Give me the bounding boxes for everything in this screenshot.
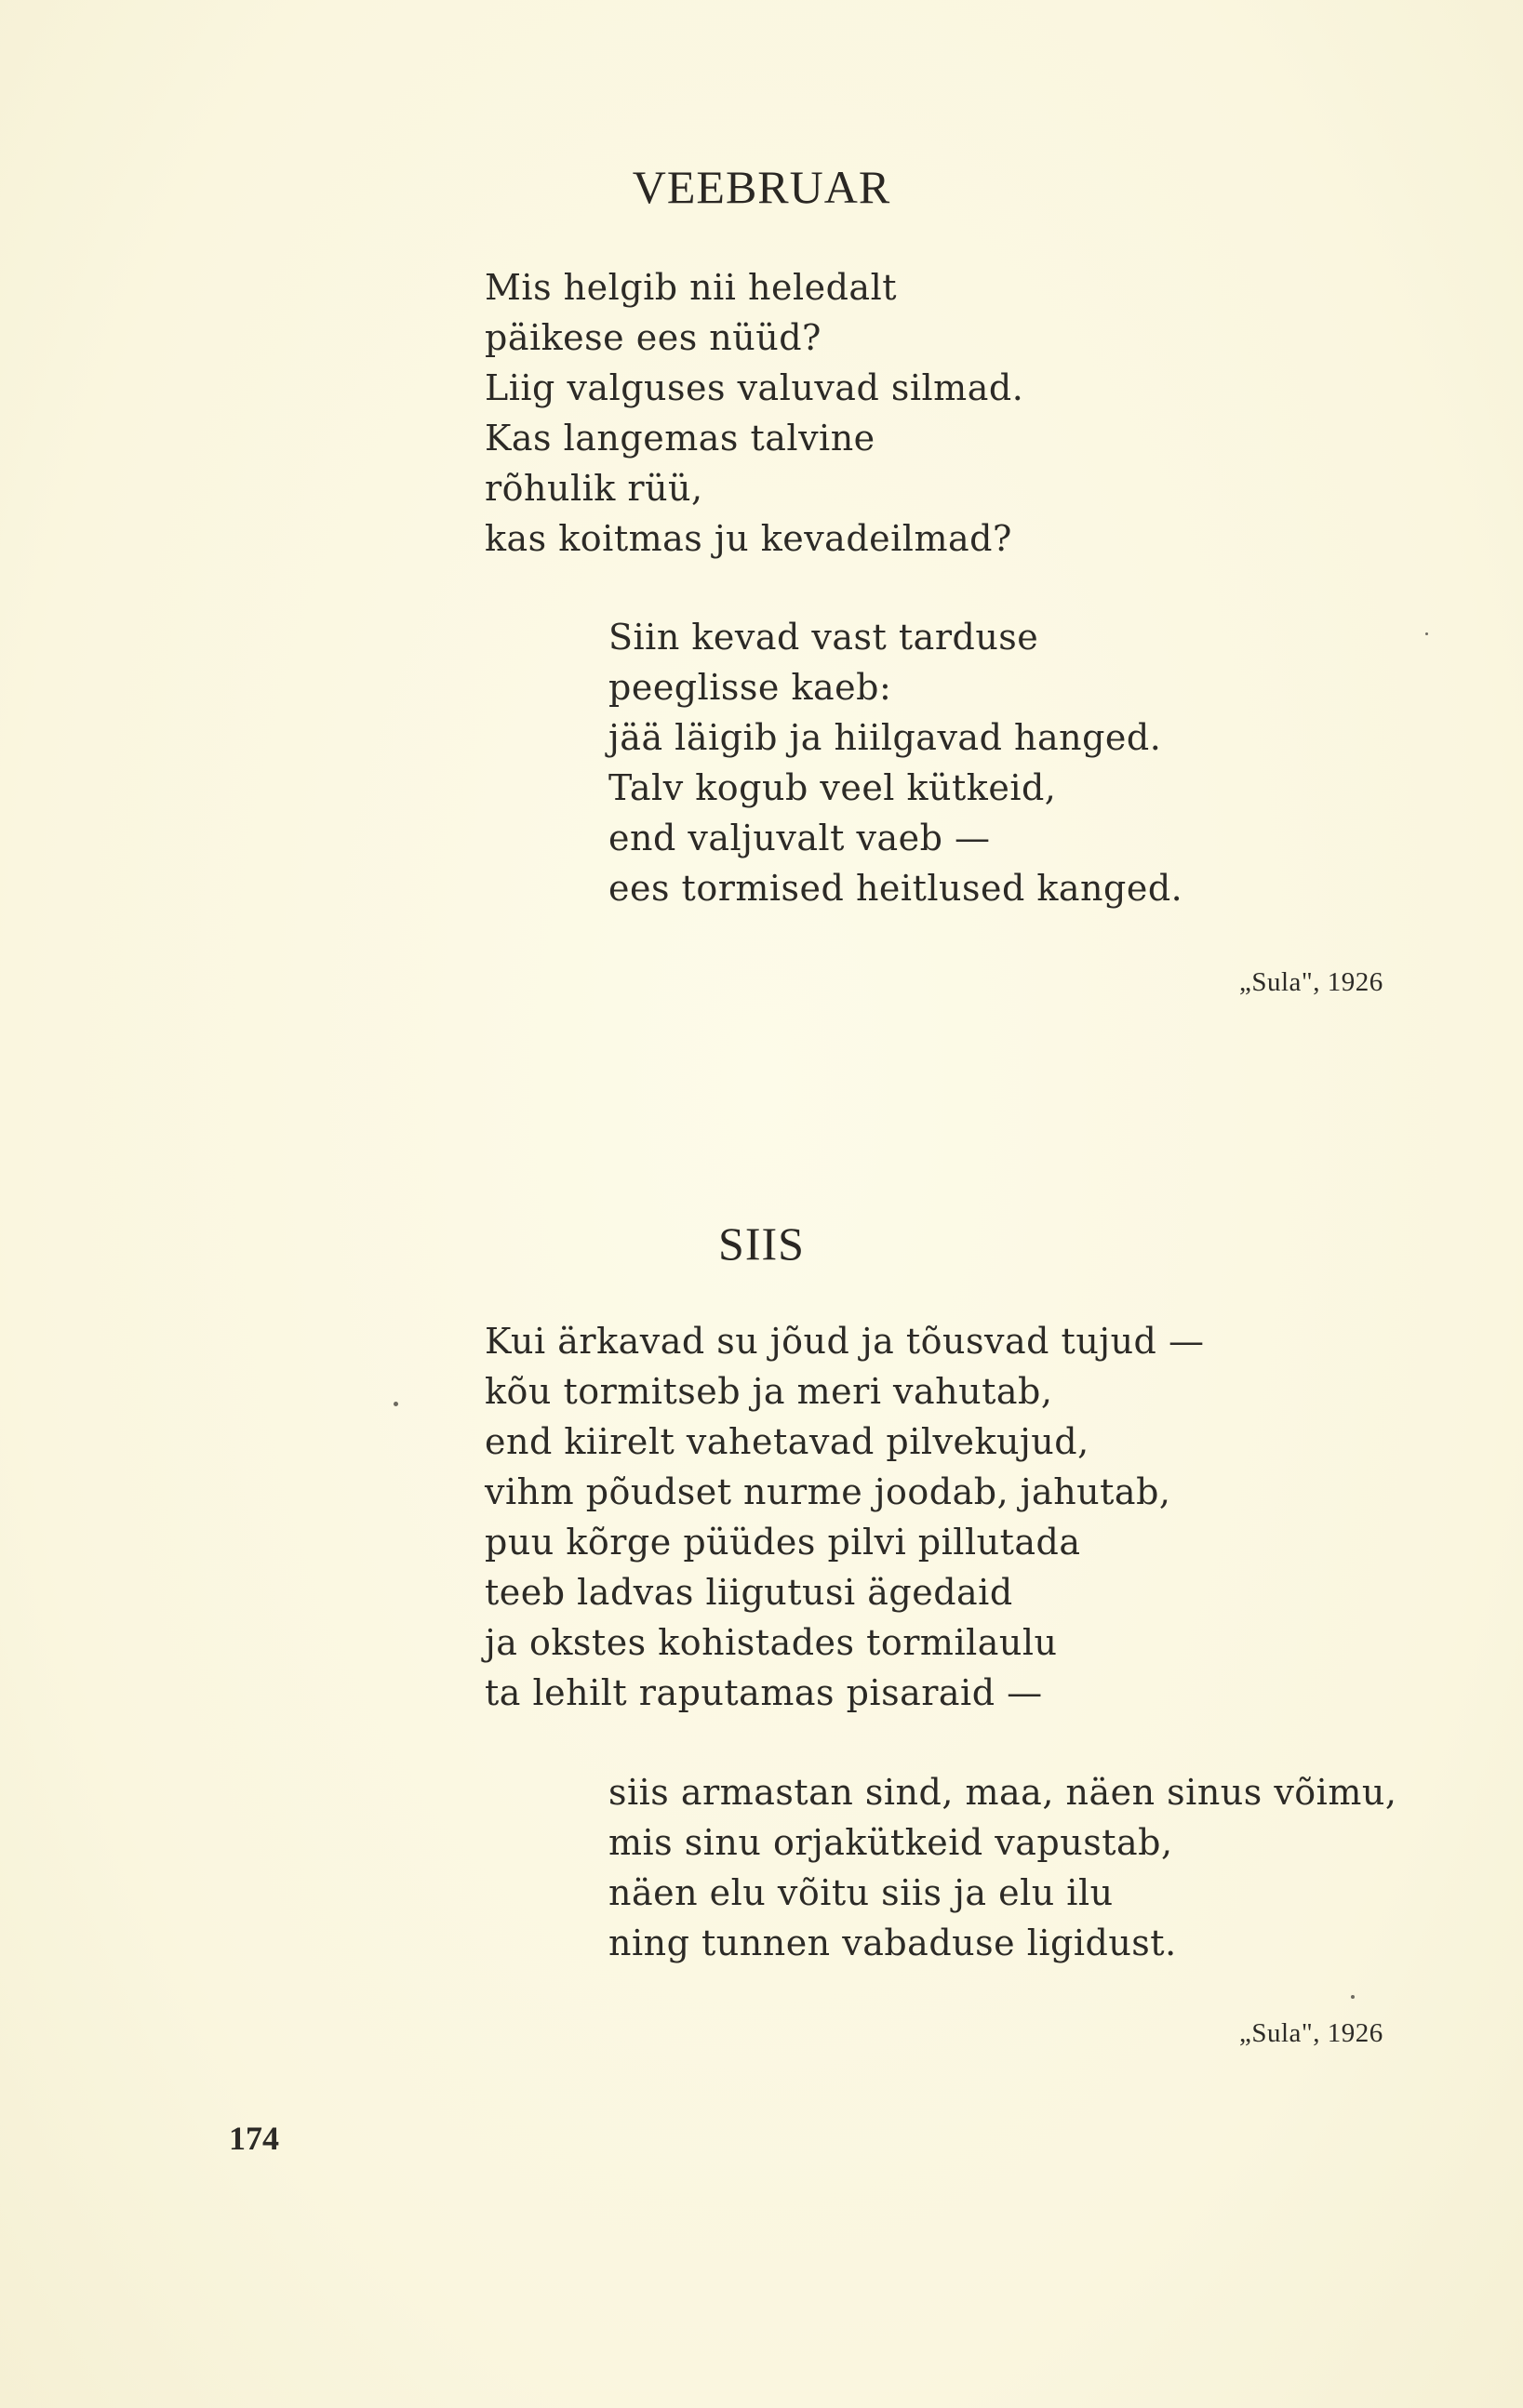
ink-speck [394,1402,398,1406]
poem-line: ning tunnen vabaduse ligidust. [608,1922,1177,1963]
poem-line: jää läigib ja hiilgavad hanged. [608,717,1162,758]
poem-line: ja okstes kohistades tormilaulu [485,1622,1058,1663]
siis-stanza-1 [485,1316,1204,1718]
poem-line: rõhulik rüü, [485,468,703,509]
poem-line: vihm põudset nurme joodab, jahutab, [485,1471,1171,1512]
poem-line: Kui ärkavad su jõud ja tõusvad tujud — [485,1321,1205,1362]
poem-line: Liig valguses valuvad silmad. [485,367,1024,408]
poem-line: Siin kevad vast tarduse [608,617,1039,658]
poem-line: ta lehilt raputamas pisaraid — [485,1672,1043,1713]
poem-line: kas koitmas ju kevadeilmad? [485,518,1012,559]
veebruar-stanza-1 [485,262,1023,564]
poem-line: puu kõrge püüdes pilvi pillutada [485,1522,1081,1563]
poem-line: peeglisse kaeb: [608,667,892,708]
poem-line: siis armastan sind, maa, näen sinus võimu, [608,1772,1397,1813]
siis-source: „Sula", 1926 [1239,2018,1383,2048]
poem-line: Talv kogub veel kütkeid, [608,767,1057,808]
poem-line: kõu tormitseb ja meri vahutab, [485,1371,1053,1412]
veebruar-stanza-2 [608,612,1182,913]
poem-line: end kiirelt vahetavad pilvekujud, [485,1421,1089,1462]
poem-line: Kas langemas talvine [485,418,875,459]
poem-line: Mis helgib nii heledalt [485,267,898,308]
ink-speck [1351,1995,1355,1999]
poem-line: end valjuvalt vaeb — [608,818,991,858]
ink-speck [1425,632,1428,635]
poem-title-siis: SIIS [718,1217,805,1270]
poem-title-veebruar: VEEBRUAR [632,161,891,213]
poem-line: mis sinu orjakütkeid vapustab, [608,1822,1173,1863]
poem-line: päikese ees nüüd? [485,317,822,358]
page-number: 174 [229,2120,279,2157]
veebruar-source: „Sula", 1926 [1239,967,1383,997]
siis-stanza-2 [608,1767,1396,1968]
poem-line: ees tormised heitlused kanged. [608,868,1183,909]
poem-line: teeb ladvas liigutusi ägedaid [485,1572,1013,1613]
poem-line: näen elu võitu siis ja elu ilu [608,1872,1114,1913]
